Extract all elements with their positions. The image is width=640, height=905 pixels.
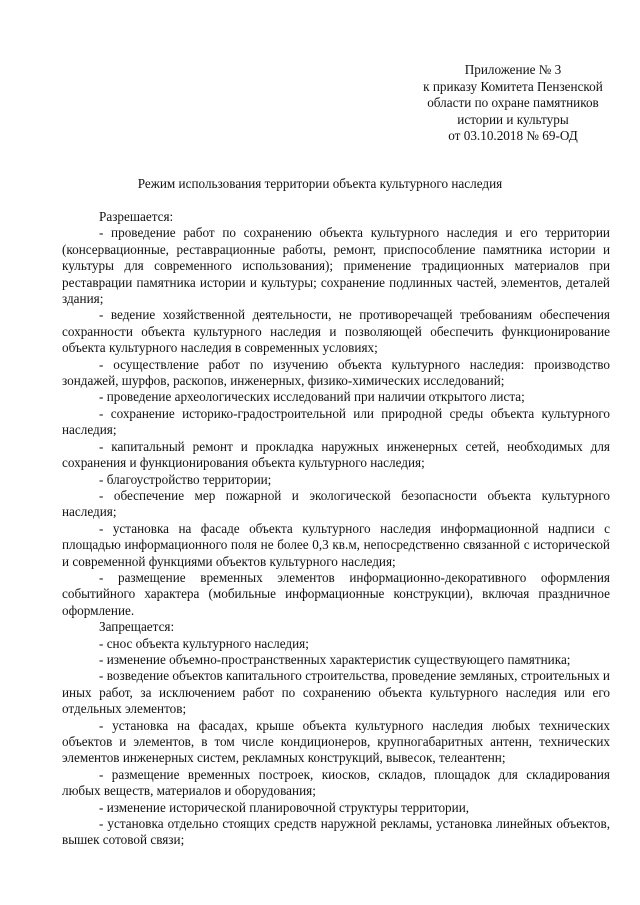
allowed-item: - благоустройство территории; [99, 471, 272, 487]
appendix-header [398, 62, 628, 145]
header-line: истории и культуры [457, 111, 569, 127]
header-line: Приложение № 3 [464, 62, 562, 77]
forbidden-item: - установка отдельно стоящих средств наружной рекламы, установка линейных объектов, вышек сотовой связи; [62, 816, 610, 848]
allowed-item: - проведение работ по сохранению объекта культурного наследия и его территории (консервационные, реставрационные работы, ремонт, приспособление памятника истории и культуры для современного использования); применение традиционных материалов при реставрации памятника истории и культуры; сохранение подлинных частей, элементов, деталей здания; [62, 225, 610, 307]
document-body [62, 209, 610, 849]
allowed-item: - проведение археологических исследований при наличии открытого листа; [99, 389, 525, 405]
allowed-item: - сохранение историко-градостроительной или природной среды объекта культурного наследия; [62, 405, 610, 438]
forbidden-item: - снос объекта культурного наследия; [99, 635, 309, 651]
allowed-item: - установка на фасаде объекта культурного наследия информационной надписи с площадью информационного поля не более 0,3 кв.м, непосредственно связанной с исторической и современной функциями объектов культурного наследия; [62, 520, 610, 569]
header-line: к приказу Комитета Пензенской [423, 78, 603, 94]
allowed-item: - обеспечение мер пожарной и экологической безопасности объекта культурного наследия; [62, 487, 610, 520]
forbidden-item: - изменение объемно-пространственных характеристик существующего памятника; [99, 651, 571, 667]
forbidden-item: - изменение исторической планировочной структуры территории, [99, 799, 470, 815]
document-title: Режим использования территории объекта культурного наследия [137, 176, 503, 191]
allowed-item: - капитальный ремонт и прокладка наружных инженерных сетей, необходимых для сохранения и функционирования объекта культурного наследия; [62, 438, 610, 471]
allowed-item: - размещение временных элементов информационно-декоративного оформления событийного характера (мобильные информационные конструкции), включая праздничное оформление. [62, 569, 610, 618]
forbidden-item: - размещение временных построек, киосков, складов, площадок для складирования любых веществ, материалов и оборудования; [62, 766, 610, 799]
allowed-item: - ведение хозяйственной деятельности, не противоречащей требованиям обеспечения сохранности объекта культурного наследия и позволяющей обеспечить функционирование объекта культурного наследия в современных условиях; [62, 307, 610, 356]
forbidden-label: Запрещается: [99, 619, 175, 635]
forbidden-item: - установка на фасадах, крыше объекта культурного наследия любых технических объектов и элементов, в том числе кондиционеров, крупногабаритных антенн, технических элементов инженерных систем, рекламных конструкций, вывесок, телеантенн; [62, 717, 610, 766]
forbidden-item: - возведение объектов капитального строительства, проведение земляных, строительных и иных работ, за исключением работ по сохранению объекта культурного наследия или его отдельных элементов; [62, 668, 610, 717]
allowed-item: - осуществление работ по изучению объекта культурного наследия: производство зондажей, шурфов, раскопов, инженерных, физико-химических исследований; [62, 356, 610, 389]
header-line: области по охране памятников [427, 95, 599, 110]
header-line: от 03.10.2018 № 69-ОД [448, 128, 578, 143]
allowed-label: Разрешается: [99, 209, 174, 224]
